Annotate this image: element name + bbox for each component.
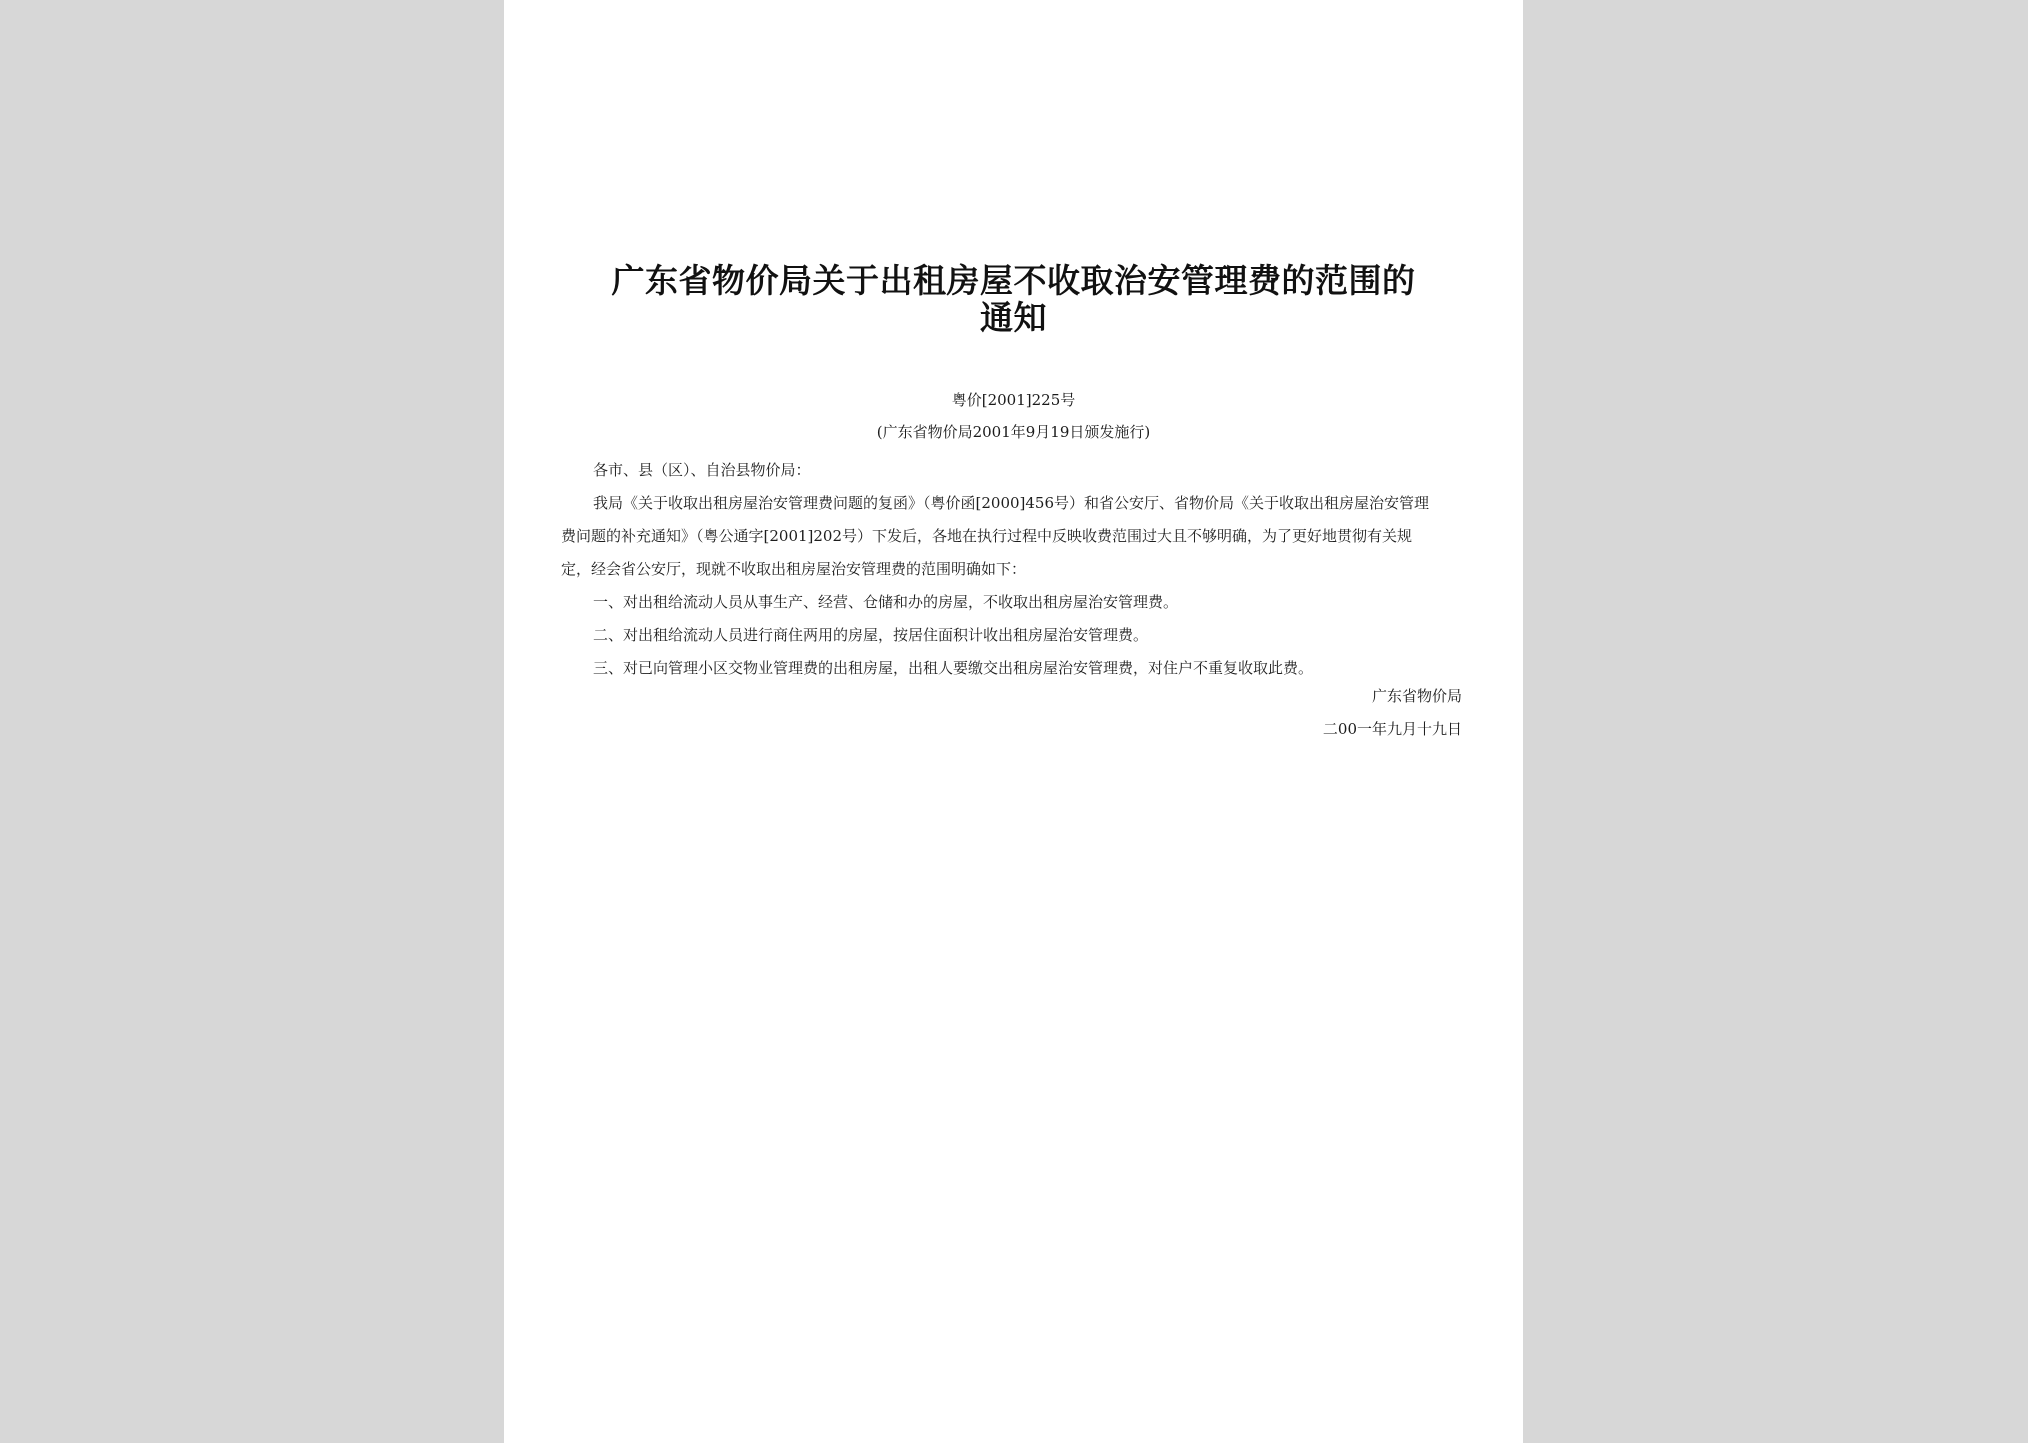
paragraph-item-3: 三、对已向管理小区交物业管理费的出租房屋，出租人要缴交出租房屋治安管理费，对住户不重复收取此费。: [593, 659, 1314, 677]
document-body: [561, 454, 1441, 685]
paragraph-item-2: 二、对出租给流动人员进行商住两用的房屋，按居住面积计收出租房屋治安管理费。: [593, 626, 1149, 644]
signature-date: 二00一年九月十九日: [1322, 720, 1462, 738]
salutation: 各市、县（区）、自治县物价局：: [593, 461, 811, 479]
paragraph-item-1: 一、对出租给流动人员从事生产、经营、仓储和办的房屋，不收取出租房屋治安管理费。: [593, 593, 1179, 611]
document-page: [504, 0, 1523, 1443]
document-number: 粤价[2001]225号: [951, 391, 1076, 409]
paragraph-intro: 我局《关于收取出租房屋治安管理费问题的复函》（粤价函[2000]456号）和省公安厅、省物价局《关于收取出租房屋治安管理费问题的补充通知》（粤公通字[2001]202号）下发后，各地在执行过程中反映收费范围过大且不够明确，为了更好地贯彻有关规定，经会省公安厅，现就不收取出租房屋治安管理费的范围明确如下：: [561, 494, 1430, 578]
signature-organization: 广东省物价局: [1371, 687, 1462, 705]
document-title: 广东省物价局关于出租房屋不收取治安管理费的范围的通知: [611, 261, 1416, 337]
issuance-note: (广东省物价局2001年9月19日颁发施行): [876, 423, 1151, 441]
